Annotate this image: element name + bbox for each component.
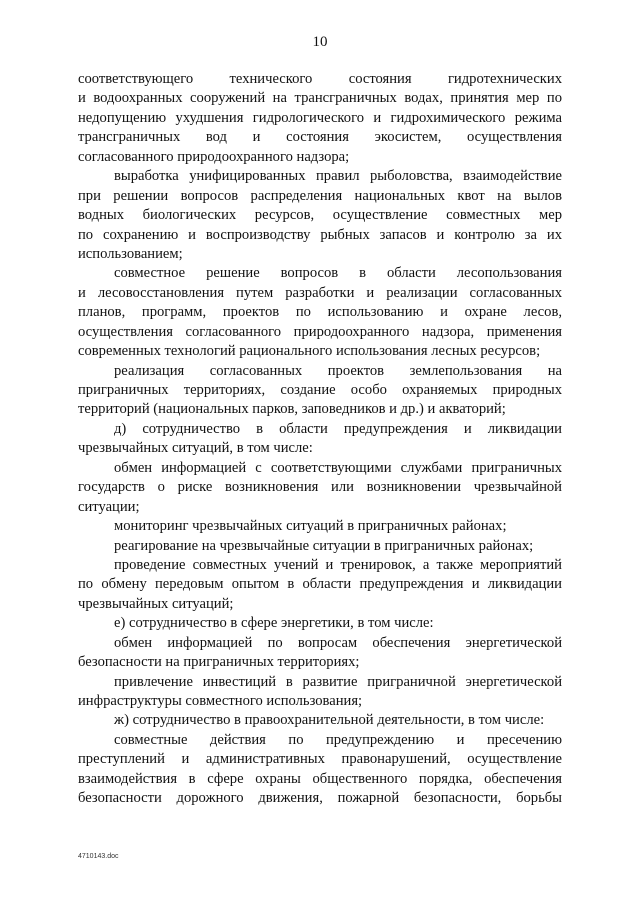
text-line: чрезвычайных ситуаций, в том числе: bbox=[78, 440, 313, 457]
text-line: при решении вопросов распределения национальных квот на вылов bbox=[78, 187, 562, 204]
text-line: по обмену передовым опытом в области предупреждения и ликвидации bbox=[78, 576, 562, 593]
text-line: чрезвычайных ситуаций; bbox=[78, 595, 234, 612]
text-line: реализация согласованных проектов землепользования на bbox=[114, 362, 562, 379]
text-line: территорий (национальных парков, заповедников и др.) и акваторий; bbox=[78, 401, 506, 418]
text-line: осуществления согласованного природоохранного надзора, применения bbox=[78, 323, 562, 340]
page-number: 10 bbox=[312, 34, 328, 50]
text-line: мониторинг чрезвычайных ситуаций в приграничных районах; bbox=[114, 518, 507, 535]
text-line: реагирование на чрезвычайные ситуации в приграничных районах; bbox=[114, 537, 534, 554]
text-line: водных биологических ресурсов, осуществление совместных мер bbox=[78, 207, 562, 224]
text-line: е) сотрудничество в сфере энергетики, в том числе: bbox=[114, 615, 434, 632]
text-line: и лесовосстановления путем разработки и реализации согласованных bbox=[78, 284, 562, 301]
text-line: совместное решение вопросов в области лесопользования bbox=[114, 265, 562, 282]
text-line: проведение совместных учений и тренировок, а также мероприятий bbox=[114, 556, 562, 573]
text-line: инфраструктуры совместного использования; bbox=[78, 693, 363, 709]
file-name-footer: 4710143.doc bbox=[78, 853, 119, 860]
text-line: недопущению ухудшения гидрологического и гидрохимического режима bbox=[78, 109, 562, 126]
text-line: государств о риске возникновения или возникновении чрезвычайной bbox=[78, 479, 562, 496]
text-line: выработка унифицированных правил рыболовства, взаимодействие bbox=[114, 168, 562, 185]
document-body bbox=[78, 70, 562, 809]
text-line: взаимодействия в сфере охраны общественного порядка, обеспечения bbox=[78, 770, 562, 787]
text-line: обмен информацией по вопросам обеспечения энергетической bbox=[114, 634, 562, 651]
text-line: совместные действия по предупреждению и пресечению bbox=[114, 731, 562, 748]
text-line: привлечение инвестиций в развитие приграничной энергетической bbox=[114, 673, 562, 690]
text-line: соответствующего технического состояния гидротехнических bbox=[78, 71, 562, 87]
text-line: ситуации; bbox=[78, 498, 140, 515]
text-line: преступлений и административных правонарушений, осуществление bbox=[78, 751, 562, 768]
text-line: безопасности на приграничных территориях; bbox=[78, 654, 360, 671]
text-line: планов, программ, проектов по использованию и охране лесов, bbox=[78, 304, 562, 321]
text-line: д) сотрудничество в области предупреждения и ликвидации bbox=[114, 420, 562, 437]
text-line: приграничных территориях, создание особо охраняемых природных bbox=[78, 382, 562, 398]
text-line: использованием; bbox=[78, 245, 183, 262]
text-line: и водоохранных сооружений на трансграничных водах, принятия мер по bbox=[78, 90, 562, 107]
text-line: по сохранению и воспроизводству рыбных запасов и контролю за их bbox=[78, 226, 562, 243]
text-line: трансграничных вод и состояния экосистем, осуществления bbox=[78, 129, 562, 146]
text-line: согласованного природоохранного надзора; bbox=[78, 148, 350, 165]
text-line: ж) сотрудничество в правоохранительной деятельности, в том числе: bbox=[114, 712, 545, 729]
text-line: обмен информацией с соответствующими службами приграничных bbox=[114, 459, 562, 476]
text-line: современных технологий рационального использования лесных ресурсов; bbox=[78, 343, 541, 360]
text-line: безопасности дорожного движения, пожарной безопасности, борьбы bbox=[78, 790, 562, 807]
